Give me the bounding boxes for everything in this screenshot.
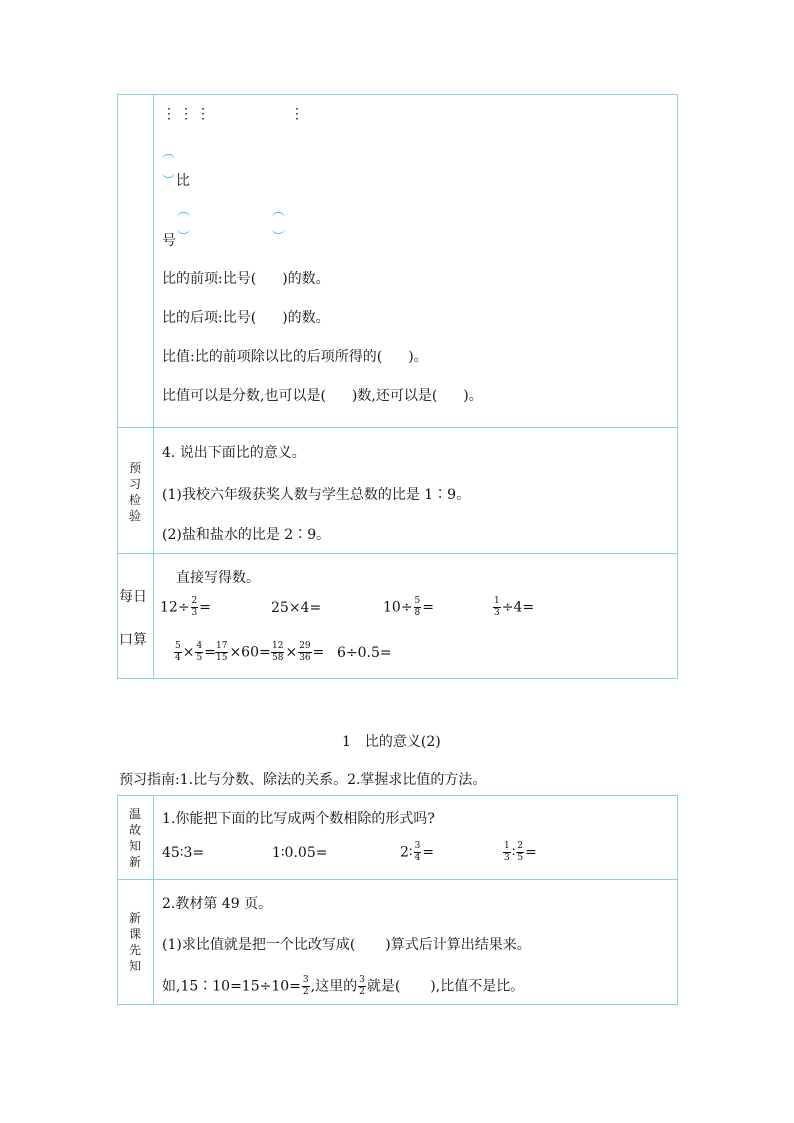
ratio-value-end: )。 xyxy=(408,349,428,365)
front-term-end: )的数。 xyxy=(282,271,330,287)
new-lesson-label: 新课先知 xyxy=(128,911,141,973)
expr-4: $\frac{1}{3}$ ÷4= xyxy=(494,596,535,618)
arc-top-icon: ︵ xyxy=(177,204,191,219)
back-term-line xyxy=(162,307,330,327)
bottom-table-col-divider xyxy=(153,795,154,1005)
back-term-end: )的数。 xyxy=(282,310,330,326)
preview-guide: 预习指南:1.比与分数、除法的关系。2.掌握求比值的方法。 xyxy=(119,772,487,788)
label-hao: 号 xyxy=(162,233,176,249)
colon-dots-left: ⋮⋮⋮ xyxy=(162,106,213,122)
expr-7: $\frac{12}{58}$ × $\frac{29}{36}$ = xyxy=(272,641,325,663)
expr-3: 10÷ $\frac{5}{8}$ = xyxy=(383,596,435,618)
new-lesson-line-1: (1)求比值就是把一个比改写成( )算式后计算出结果来。 xyxy=(162,937,531,953)
expr-2: 25×4= xyxy=(271,600,322,616)
preview-item-2: (2)盐和盐水的比是 2∶9。 xyxy=(162,527,331,543)
question-2: 2.教材第 49 页。 xyxy=(162,896,273,912)
arc-top-icon: ︵ xyxy=(162,146,176,161)
preview-item-1: (1)我校六年级获奖人数与学生总数的比是 1∶9。 xyxy=(162,487,471,503)
ratio-can-be-line xyxy=(162,385,483,405)
review-label: 温故知新 xyxy=(128,807,141,869)
lesson-title: 1 比的意义(2) xyxy=(342,734,441,750)
daily-instruction: 直接写得数。 xyxy=(176,570,260,586)
ratio-can-be-text: 比值可以是分数,也可以是( xyxy=(162,388,326,404)
expr-5: $\frac{5}{4}$ × $\frac{4}{5}$ = xyxy=(175,641,216,663)
ratio-value-text: 比值:比的前项除以比的后项所得的( xyxy=(162,349,383,365)
ratio-can-be-mid: )数,还可以是( xyxy=(351,388,438,404)
ratio-3: 2∶ $\frac{3}{4}$ = xyxy=(400,841,435,863)
front-term-text: 比的前项:比号( xyxy=(162,271,257,287)
back-term-text: 比的后项:比号( xyxy=(162,310,257,326)
question-1: 1.你能把下面的比写成两个数相除的形式吗? xyxy=(162,811,435,827)
row-divider-1 xyxy=(117,427,678,428)
colon-dots-right: ⋮ xyxy=(290,106,304,122)
top-table-col-divider xyxy=(153,94,154,679)
daily-label-2: 口算 xyxy=(119,632,147,648)
new-lesson-line-2: 如,15∶10=15÷10= $\frac{3}{2}$ ,这里的 $\frac{3}{2}$ 就是( ),比值不是比。 xyxy=(162,975,525,997)
daily-label-1: 每日 xyxy=(119,589,147,605)
ratio-4: $\frac{1}{3}$ ∶ $\frac{2}{5}$ = xyxy=(504,841,537,863)
arc-top-icon: ︵ xyxy=(272,204,286,219)
ratio-1: 45∶3= xyxy=(162,845,205,861)
ratio-2: 1∶0.05= xyxy=(272,845,328,861)
arc-bottom-icon: ︶ xyxy=(272,230,286,245)
front-term-line xyxy=(162,268,330,288)
row-divider-3 xyxy=(117,879,678,880)
arc-bottom-icon: ︶ xyxy=(162,174,176,189)
expr-6: $\frac{17}{15}$ ×60= xyxy=(216,641,271,663)
expr-8: 6÷0.5= xyxy=(337,645,392,661)
ratio-value-line xyxy=(162,346,428,366)
expr-1: 12÷ $\frac{2}{3}$ = xyxy=(160,596,212,618)
label-bi: 比 xyxy=(176,173,190,189)
arc-bottom-icon: ︶ xyxy=(177,230,191,245)
question-4: 4. 说出下面比的意义。 xyxy=(162,445,306,461)
ratio-can-be-end: )。 xyxy=(463,388,483,404)
preview-check-label: 预习检验 xyxy=(128,461,141,523)
row-divider-2 xyxy=(117,553,678,554)
